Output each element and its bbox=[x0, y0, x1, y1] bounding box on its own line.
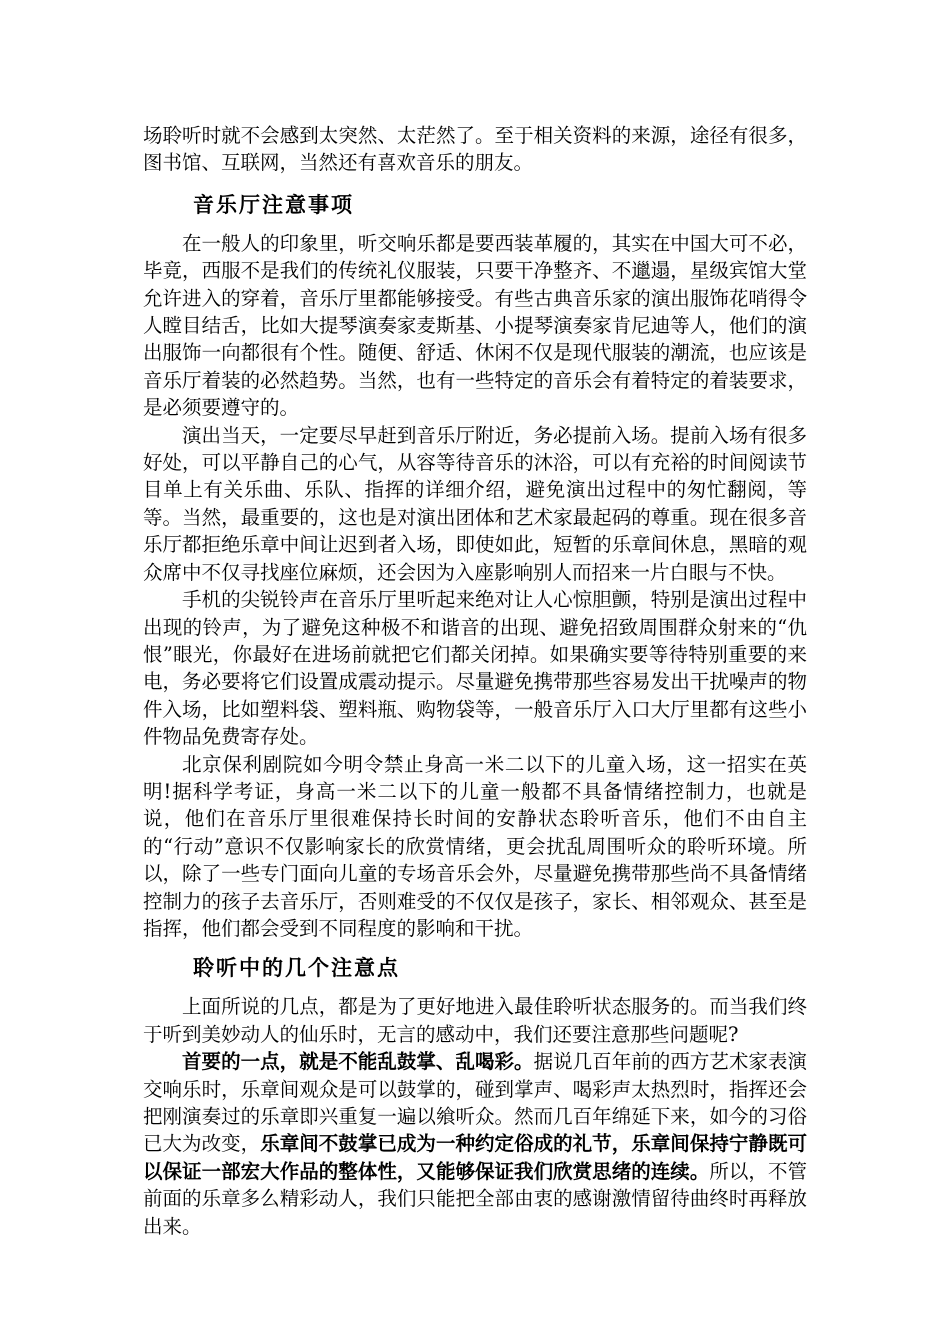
applause-rule-bold: 首要的一点，就是不能乱鼓掌、乱喝彩。 bbox=[182, 1050, 534, 1074]
section-heading-listening-notes: 聆听中的几个注意点 bbox=[193, 955, 400, 981]
paragraph-intro: 场聆听时就不会感到太突然、太茫然了。至于相关资料的来源，途径有很多，图书馆、互联网，当然还有喜欢音乐的朋友。 bbox=[143, 124, 807, 175]
applause-history-text: 据说几百年前的西方艺术家表演交响乐时，乐章间观众是可以鼓掌的，碰到掌声、喝彩声太热烈时，指挥还会把刚演奏过的乐章即兴重复一遍以飨听众。然而几百年绵延下来，如今的习俗已大为改变， bbox=[143, 1050, 807, 1156]
section-heading-concert-hall-notes: 音乐厅注意事项 bbox=[193, 191, 354, 217]
paragraph-applause bbox=[143, 1048, 807, 1240]
paragraph-dress-code: 在一般人的印象里，听交响乐都是要西装革履的，其实在中国大可不必，毕竟，西服不是我们的传统礼仪服装，只要干净整齐、不邋遢，星级宾馆大堂允许进入的穿着，音乐厅里都能够接受。有些古典音乐家的演出服饰花哨得令人瞠目结舌，比如大提琴演奏家麦斯基、小提琴演奏家肯尼迪等人，他们的演出服饰一向都很有个性。随便、舒适、休闲不仅是现代服装的潮流，也应该是音乐厅着装的必然趋势。当然，也有一些特定的音乐会有着特定的着装要求，是必须要遵守的。 bbox=[143, 231, 807, 420]
paragraph-listening-intro: 上面所说的几点，都是为了更好地进入最佳聆听状态服务的。而当我们终于听到美妙动人的仙乐时，无言的感动中，我们还要注意那些问题呢? bbox=[143, 995, 807, 1046]
document-page bbox=[143, 122, 807, 1240]
applause-conclusion-text: 所以，不管前面的乐章多么精彩动人，我们只能把全部由衷的感谢激情留待曲终时再释放出来。 bbox=[143, 1159, 807, 1238]
paragraph-mobile-phones: 手机的尖锐铃声在音乐厅里听起来绝对让人心惊胆颤，特别是演出过程中出现的铃声，为了避免这种极不和谐音的出现、避免招致周围群众射来的“仇恨”眼光，你最好在进场前就把它们都关闭掉。如果确实要等待特别重要的来电，务必要将它们设置成震动提示。尽量避免携带那些容易发出干扰噪声的物件入场，比如塑料袋、塑料瓶、购物袋等，一般音乐厅入口大厅里都有这些小件物品免费寄存处。 bbox=[143, 588, 807, 749]
paragraph-arrive-early: 演出当天，一定要尽早赶到音乐厅附近，务必提前入场。提前入场有很多好处，可以平静自己的心气，从容等待音乐的沐浴，可以有充裕的时间阅读节目单上有关乐曲、乐队、指挥的详细介绍，避免演出过程中的匆忙翻阅，等等。当然，最重要的，这也是对演出团体和艺术家最起码的尊重。现在很多音乐厅都拒绝乐章中间让迟到者入场，即使如此，短暂的乐章间休息，黑暗的观众席中不仅寻找座位麻烦，还会因为入座影响别人而招来一片白眼与不快。 bbox=[143, 423, 807, 584]
applause-etiquette-bold: 乐章间不鼓掌已成为一种约定俗成的礼节，乐章间保持宁静既可以保证一部宏大作品的整体性，又能够保证我们欣赏思绪的连续。 bbox=[143, 1132, 807, 1183]
paragraph-children: 北京保利剧院如今明令禁止身高一米二以下的儿童入场，这一招实在英明!据科学考证，身高一米二以下的儿童一般都不具备情绪控制力，也就是说，他们在音乐厅里很难保持长时间的安静状态聆听音乐，他们不由自主的“行动”意识不仅影响家长的欣赏情绪，更会扰乱周围听众的聆听环境。所以，除了一些专门面向儿童的专场音乐会外，尽量避免携带那些尚不具备情绪控制力的孩子去音乐厅，否则难受的不仅仅是孩子，家长、相邻观众、甚至是指挥，他们都会受到不同程度的影响和干扰。 bbox=[143, 752, 807, 940]
